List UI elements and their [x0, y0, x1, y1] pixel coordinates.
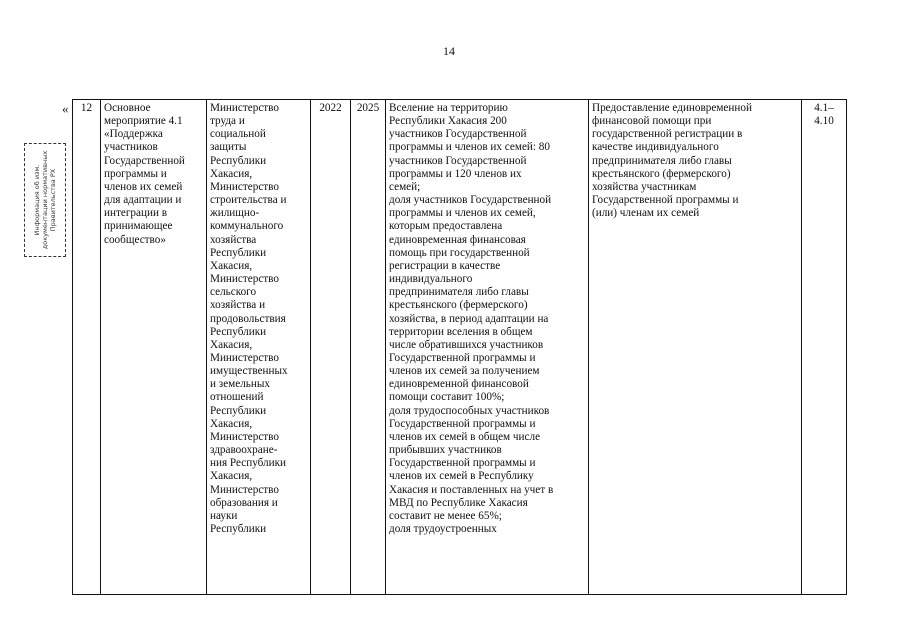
main-activities-cell — [589, 100, 802, 595]
text-line: труда и — [210, 115, 245, 128]
text-line: строительства и — [210, 194, 287, 207]
text-line: интеграции в — [104, 207, 168, 220]
text-line: социальной — [210, 128, 266, 141]
text-line: науки — [210, 509, 238, 522]
text-line: Министерство — [210, 483, 279, 496]
text-line: Государственной программы и — [592, 194, 739, 207]
text-line: жилищно- — [210, 207, 260, 220]
text-line: Министерство — [210, 273, 279, 286]
text-line: программы и 120 членов их — [389, 167, 522, 180]
text-line: (или) членам их семей — [592, 207, 700, 220]
text-line: Хакасия, — [210, 338, 253, 351]
text-line: хозяйства участникам — [592, 180, 697, 193]
text-line: регистрации в качестве — [389, 259, 501, 272]
stamp-line: документации нормативных — [41, 150, 50, 250]
text-line: Хакасия, — [210, 417, 253, 430]
text-line: МВД по Республике Хакасия — [389, 496, 528, 509]
text-line: и земельных — [210, 378, 270, 391]
text-line: «Поддержка — [104, 128, 163, 141]
text-line: для адаптации и — [104, 194, 182, 207]
text-line: программы и членов их семей, — [389, 207, 536, 220]
text-line: мероприятие 4.1 — [104, 115, 183, 128]
text-line: крестьянского (фермерского) — [592, 167, 731, 180]
text-line: сообщество» — [104, 233, 166, 246]
text-line: составит не менее 65%; — [389, 509, 502, 522]
text-line: государственной регистрации в — [592, 128, 743, 141]
text-line: Государственной программы и — [389, 417, 536, 430]
text-line: участников Государственной — [389, 128, 527, 141]
row-number-cell: 12 — [73, 100, 101, 595]
executors-cell — [207, 100, 311, 595]
expected-results-cell — [386, 100, 589, 595]
text-line: семей; — [389, 180, 421, 193]
text-line: единовременной финансовой — [389, 378, 529, 391]
text-line: территории вселения в общем — [389, 325, 533, 338]
text-line: предпринимателя либо главы — [389, 286, 529, 299]
page-number: 14 — [443, 44, 455, 58]
text-line: имущественных — [210, 365, 288, 378]
stamp-line: Правительства РХ — [49, 168, 58, 232]
text-line: хозяйства и — [210, 299, 266, 312]
text-line: Республики — [210, 154, 267, 167]
text-line: членов их семей — [104, 180, 183, 193]
text-line: отношений — [210, 391, 264, 404]
text-line: принимающее — [104, 220, 173, 233]
year-end-cell: 2025 — [351, 100, 386, 595]
text-line: финансовой помощи при — [592, 115, 712, 128]
text-line: Министерство — [210, 180, 279, 193]
text-line: качестве индивидуального — [592, 141, 719, 154]
text-line: числе обратившихся участников — [389, 338, 544, 351]
stamp-text — [33, 151, 57, 249]
text-line: Государственной программы и — [389, 351, 536, 364]
text-line: Вселение на территорию — [389, 102, 508, 114]
text-line: прибывших участников — [389, 444, 502, 457]
text-line: доля трудоустроенных — [389, 523, 497, 535]
text-line: здравоохране- — [210, 444, 278, 457]
official-stamp — [24, 143, 66, 257]
text-line: Республики — [210, 246, 267, 259]
text-line: Министерство — [210, 430, 279, 443]
text-line: защиты — [210, 141, 247, 154]
text-line: которым предоставлена — [389, 220, 503, 233]
text-line: членов их семей в Республику — [389, 470, 534, 483]
text-line: Республики — [210, 325, 267, 338]
text-line: Республики — [210, 523, 267, 535]
text-line: образования и — [210, 496, 278, 509]
text-line: членов их семей в общем числе — [389, 430, 541, 443]
text-line: Республики — [210, 404, 267, 417]
text-line: Министерство — [210, 351, 279, 364]
text-line: Предоставление единовременной — [592, 102, 752, 114]
text-line: Республики Хакасия 200 — [389, 115, 507, 128]
text-line: программы и членов их семей: 80 — [389, 141, 550, 154]
text-line: хозяйства, в период адаптации на — [389, 312, 549, 325]
text-line: предпринимателя либо главы — [592, 154, 732, 167]
text-line: доля трудоспособных участников — [389, 404, 550, 417]
text-line: Хакасия, — [210, 470, 253, 483]
text-line: хозяйства — [210, 233, 257, 246]
text-line: Государственной — [104, 154, 185, 167]
text-line: крестьянского (фермерского) — [389, 299, 528, 312]
text-line: продовольствия — [210, 312, 286, 325]
text-line: помощи составит 100%; — [389, 391, 505, 404]
text-line: Хакасия, — [210, 167, 253, 180]
stamp-line: Информация об изм. — [33, 164, 42, 236]
text-line: участников Государственной — [389, 154, 527, 167]
program-measures-table — [72, 99, 847, 595]
text-line: помощь при государственной — [389, 246, 530, 259]
linked-indicators-cell: 4.1–4.10 — [802, 100, 847, 595]
opening-quote-mark: « — [62, 101, 69, 116]
text-line: Основное — [104, 102, 151, 114]
text-line: ния Республики — [210, 457, 287, 470]
text-line: Хакасия и поставленных на учет в — [389, 483, 554, 496]
measure-name-cell — [101, 100, 207, 595]
text-line: Государственной программы и — [389, 457, 536, 470]
text-line: членов их семей за получением — [389, 365, 540, 378]
text-line: Хакасия, — [210, 259, 253, 272]
text-line: Министерство — [210, 102, 279, 114]
text-line: доля участников Государственной — [389, 194, 552, 207]
year-start-cell: 2022 — [311, 100, 351, 595]
text-line: единовременная финансовая — [389, 233, 526, 246]
text-line: программы и — [104, 167, 167, 180]
text-line: участников — [104, 141, 158, 154]
text-line: сельского — [210, 286, 257, 299]
table-row — [73, 100, 847, 595]
text-line: коммунального — [210, 220, 284, 233]
text-line: индивидуального — [389, 273, 473, 286]
